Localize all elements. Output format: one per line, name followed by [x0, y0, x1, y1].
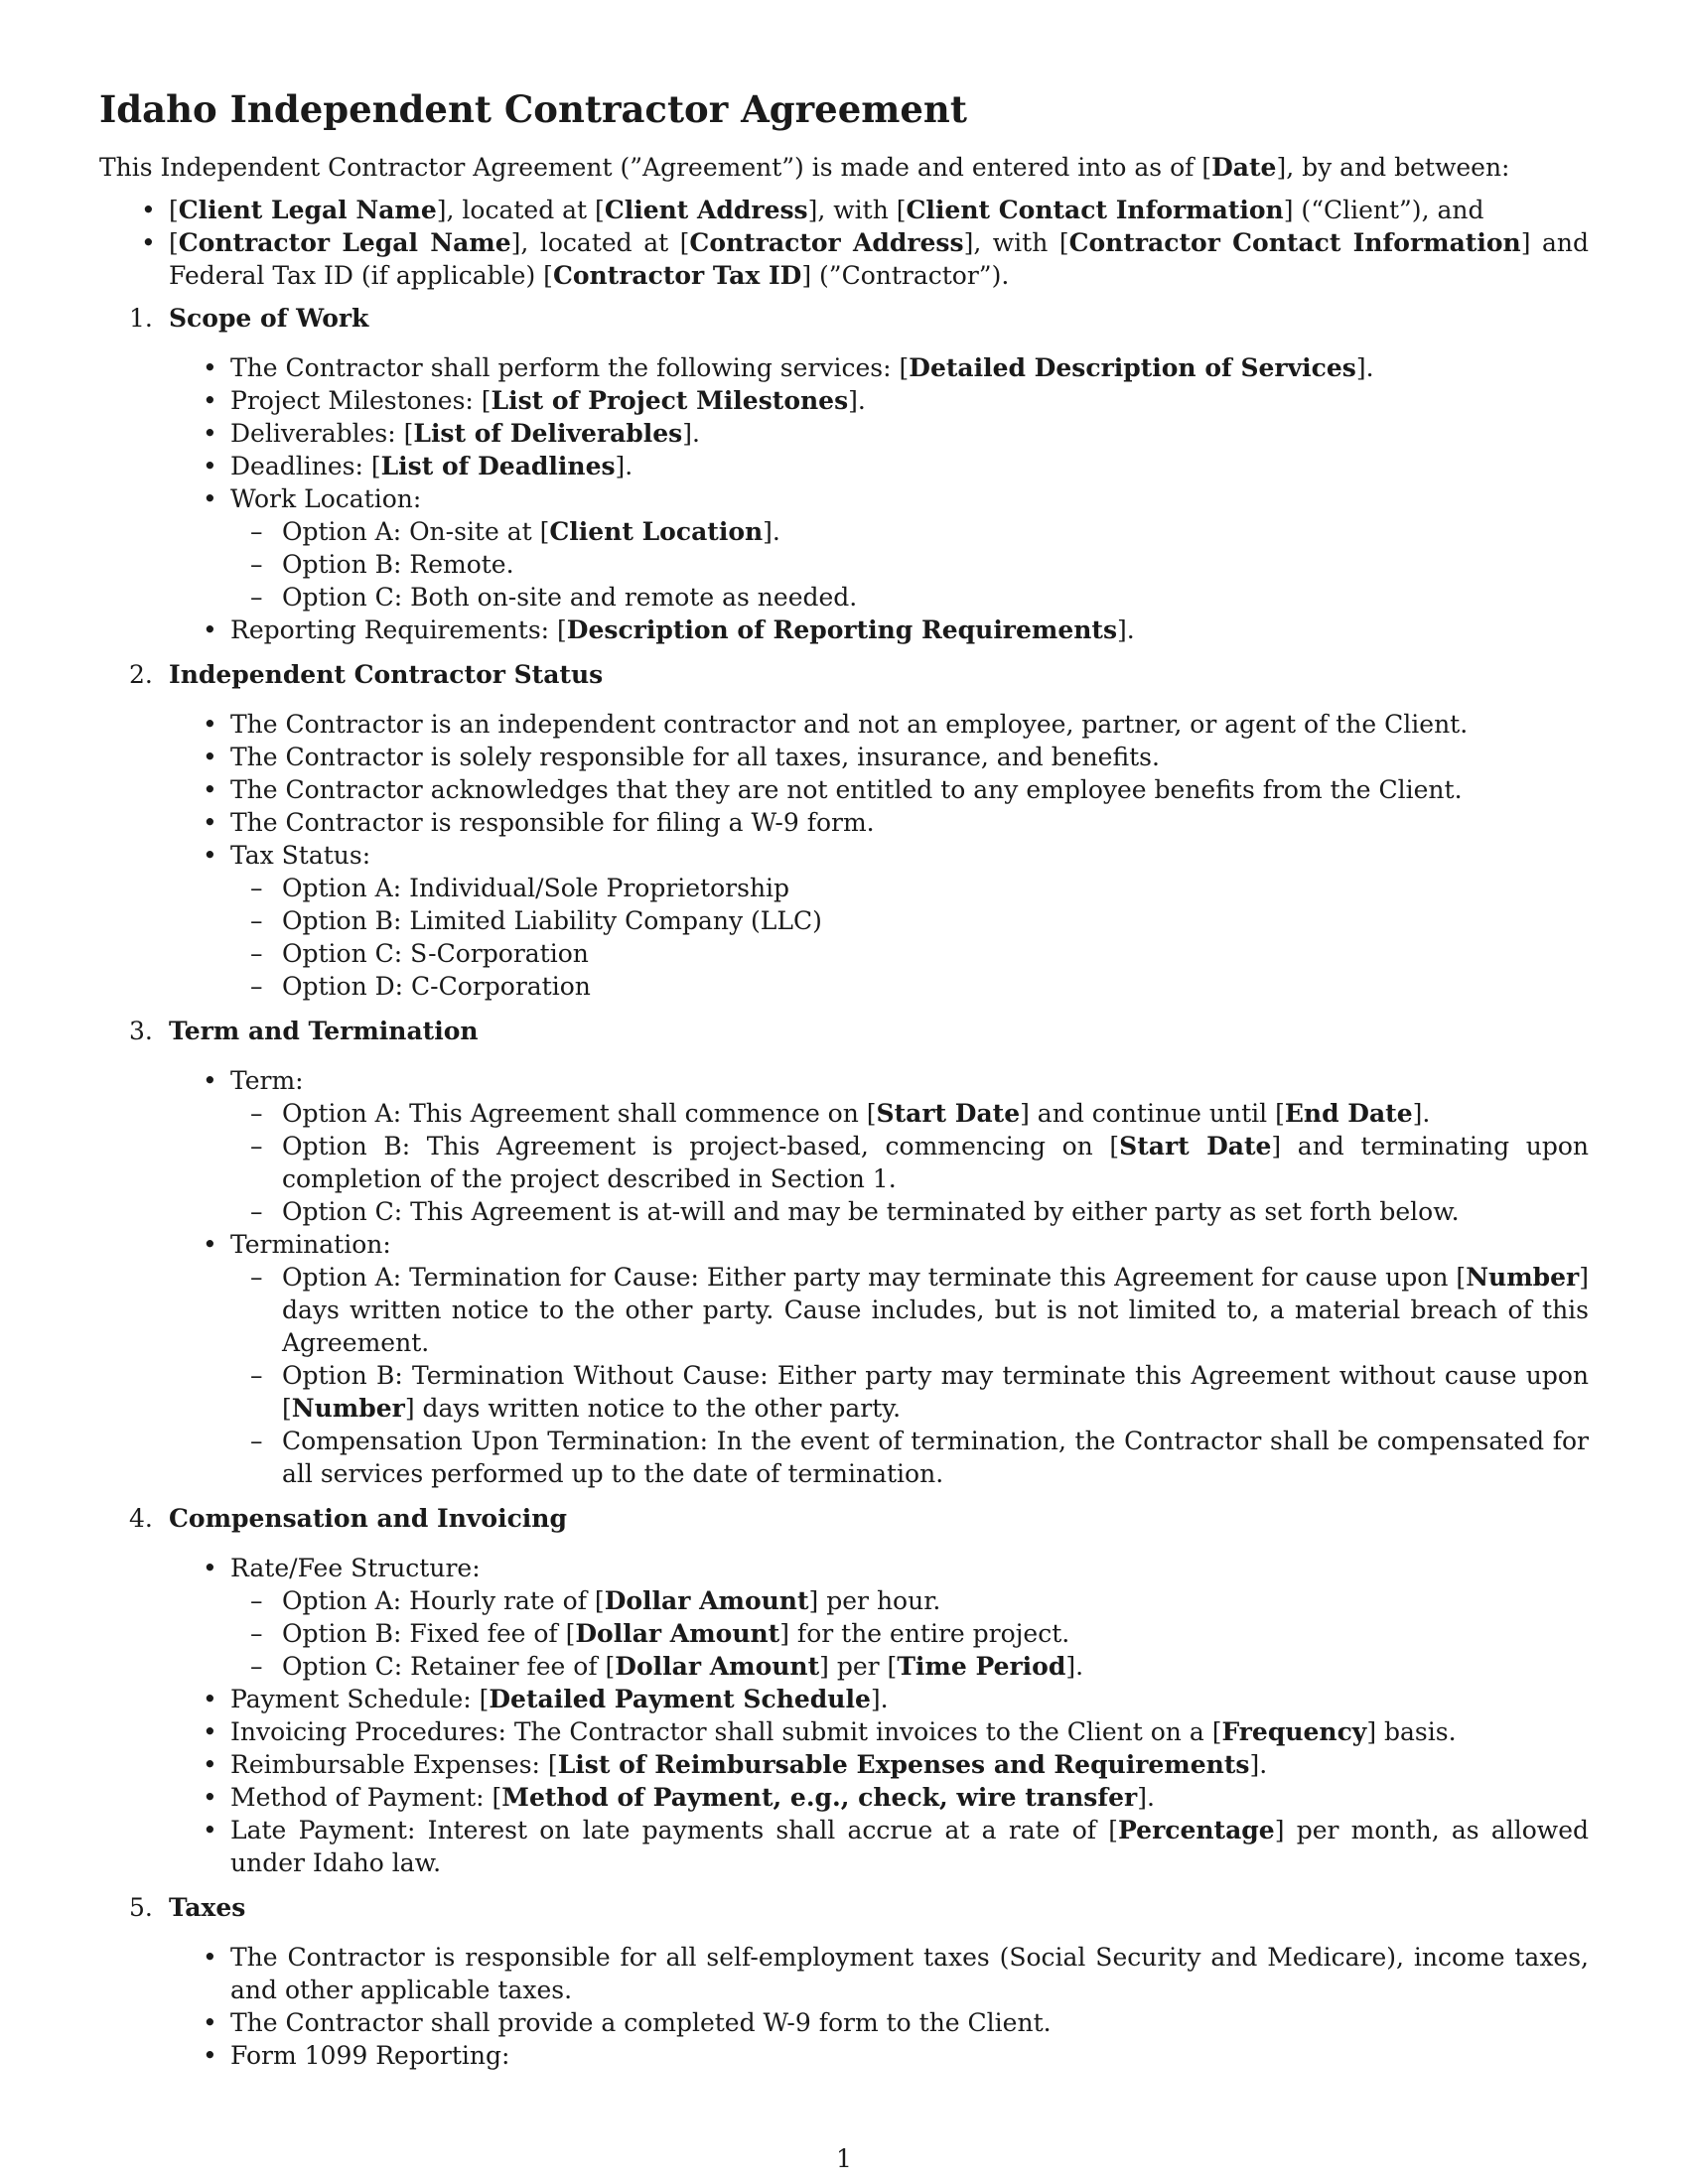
option-item: – Option C: Retainer fee of [Dollar Amount] per [Time Period]. — [230, 1650, 1589, 1683]
section-number: 4. — [129, 1504, 153, 1533]
placeholder-field: Client Location — [549, 517, 764, 546]
section-1 — [99, 302, 1589, 646]
list-item: • Form 1099 Reporting: — [169, 2039, 1589, 2072]
list-item: • Deliverables: [List of Deliverables]. — [169, 417, 1589, 450]
section-items — [169, 1064, 1589, 1490]
option-item: – Option D: C-Corporation — [230, 970, 1589, 1003]
placeholder-field: Detailed Description of Services — [909, 353, 1356, 382]
placeholder-field: Client Address — [604, 196, 808, 224]
option-item: – Option A: Individual/Sole Proprietorship — [230, 872, 1589, 904]
sections-list — [99, 302, 1589, 2072]
placeholder-field: List of Reimbursable Expenses and Requirements — [557, 1750, 1250, 1779]
list-item: • Invoicing Procedures: The Contractor shall submit invoices to the Client on a [Frequency] basis. — [169, 1715, 1589, 1748]
list-item: • Reporting Requirements: [Description of Reporting Requirements]. — [169, 614, 1589, 646]
section-title: Scope of Work — [169, 304, 369, 333]
list-item: • Termination: – Option A: Termination for Cause: Either party may terminate this Agreement for cause upon [Number] days written notice to the other party. Cause includes, but is not limited to, a material breach of this Agreement. – Option B: Termination Without Cause: Either party may terminate this Agreement without cause upon [Number] days written notice to the other party. – Compensation Upon Termination: In the event of termination, the Contractor shall be compensated for all services performed up to the date of termination. — [169, 1228, 1589, 1490]
option-item: – Option C: S-Corporation — [230, 937, 1589, 970]
section-title: Taxes — [169, 1893, 246, 1922]
list-item: • Reimbursable Expenses: [List of Reimbursable Expenses and Requirements]. — [169, 1748, 1589, 1781]
list-item: • The Contractor acknowledges that they are not entitled to any employee benefits from the Client. — [169, 773, 1589, 806]
party-contractor: • [Contractor Legal Name], located at [Contractor Address], with [Contractor Contact Information] and Federal Tax ID (if applicable) [Contractor Tax ID] (”Contractor”). — [99, 226, 1589, 292]
option-list — [230, 515, 1589, 614]
placeholder-field: Dollar Amount — [575, 1619, 780, 1648]
section-items — [169, 351, 1589, 646]
option-item: – Option A: This Agreement shall commence on [Start Date] and continue until [End Date]. — [230, 1097, 1589, 1130]
placeholder-field: Client Legal Name — [178, 196, 437, 224]
list-item: • The Contractor is responsible for all self-employment taxes (Social Security and Medicare), income taxes, and other applicable taxes. — [169, 1941, 1589, 2006]
placeholder-field: Start Date — [1119, 1132, 1272, 1160]
placeholder-field: Method of Payment, e.g., check, wire transfer — [501, 1783, 1138, 1812]
list-item: • Tax Status: – Option A: Individual/Sole Proprietorship – Option B: Limited Liability Company (LLC) – Option C: S-Corporation – Option D: C-Corporation — [169, 839, 1589, 1003]
option-item: – Option B: This Agreement is project-based, commencing on [Start Date] and terminating upon completion of the project described in Section 1. — [230, 1130, 1589, 1195]
list-item: • The Contractor shall provide a completed W-9 form to the Client. — [169, 2006, 1589, 2039]
placeholder-field: Frequency — [1221, 1717, 1367, 1746]
list-item: • Method of Payment: [Method of Payment, e.g., check, wire transfer]. — [169, 1781, 1589, 1814]
section-5 — [99, 1891, 1589, 2072]
placeholder-field: List of Deliverables — [413, 419, 683, 448]
option-item: – Option B: Limited Liability Company (LLC) — [230, 904, 1589, 937]
option-item: – Option C: Both on-site and remote as needed. — [230, 581, 1589, 614]
placeholder-field: Number — [1466, 1263, 1580, 1292]
list-item: • Payment Schedule: [Detailed Payment Schedule]. — [169, 1683, 1589, 1715]
placeholder-field: Contractor Address — [689, 228, 964, 257]
option-list — [230, 1584, 1589, 1683]
placeholder-field: Percentage — [1118, 1816, 1275, 1844]
placeholder-field: Time Period — [897, 1652, 1066, 1681]
list-item: • Rate/Fee Structure: – Option A: Hourly rate of [Dollar Amount] per hour. – Option B: Fixed fee of [Dollar Amount] for the entire project. – Option C: Retainer fee of [Dollar Amount] per [Time Period]. — [169, 1552, 1589, 1683]
list-item: • Deadlines: [List of Deadlines]. — [169, 450, 1589, 482]
option-list — [230, 1261, 1589, 1490]
document-page — [99, 85, 1589, 2084]
option-item: – Option B: Remote. — [230, 548, 1589, 581]
section-number: 5. — [129, 1893, 153, 1922]
option-list — [230, 1097, 1589, 1228]
list-item: • Late Payment: Interest on late payments shall accrue at a rate of [Percentage] per month, as allowed under Idaho law. — [169, 1814, 1589, 1879]
placeholder-field: Description of Reporting Requirements — [566, 615, 1118, 644]
section-items — [169, 708, 1589, 1003]
section-title: Term and Termination — [169, 1017, 479, 1045]
list-item: • Project Milestones: [List of Project Milestones]. — [169, 384, 1589, 417]
page-number: 1 — [836, 2144, 852, 2173]
parties-list — [99, 194, 1589, 292]
section-items — [169, 1941, 1589, 2072]
option-item: – Option C: This Agreement is at-will and may be terminated by either party as set forth below. — [230, 1195, 1589, 1228]
placeholder-field: Client Contact Information — [906, 196, 1284, 224]
section-2 — [99, 658, 1589, 1003]
placeholder-field: Start Date — [876, 1099, 1021, 1128]
placeholder-field: Date — [1211, 153, 1277, 182]
section-number: 3. — [129, 1017, 153, 1045]
list-item: • The Contractor is solely responsible for all taxes, insurance, and benefits. — [169, 741, 1589, 773]
placeholder-field: Contractor Legal Name — [178, 228, 511, 257]
intro-paragraph: This Independent Contractor Agreement (”Agreement”) is made and entered into as of [Date], by and between: — [99, 153, 1510, 182]
option-item: – Option B: Termination Without Cause: Either party may terminate this Agreement without cause upon [Number] days written notice to the other party. — [230, 1359, 1589, 1425]
list-item: • The Contractor is an independent contractor and not an employee, partner, or agent of the Client. — [169, 708, 1589, 741]
option-list — [230, 872, 1589, 1003]
section-4 — [99, 1502, 1589, 1879]
list-item: • Term: – Option A: This Agreement shall commence on [Start Date] and continue until [End Date]. – Option B: This Agreement is project-based, commencing on [Start Date] and terminating upon completion of the project described in Section 1. – Option C: This Agreement is at-will and may be terminated by either party as set forth below. — [169, 1064, 1589, 1228]
placeholder-field: List of Deadlines — [380, 452, 616, 480]
placeholder-field: Contractor Tax ID — [552, 261, 802, 290]
option-item: – Option A: Termination for Cause: Either party may terminate this Agreement for cause upon [Number] days written notice to the other party. Cause includes, but is not limited to, a material breach of this Agreement. — [230, 1261, 1589, 1359]
placeholder-field: Number — [291, 1394, 405, 1423]
placeholder-field: Contractor Contact Information — [1068, 228, 1521, 257]
section-title: Compensation and Invoicing — [169, 1504, 567, 1533]
section-items — [169, 1552, 1589, 1879]
option-item: – Option A: Hourly rate of [Dollar Amount] per hour. — [230, 1584, 1589, 1617]
section-number: 2. — [129, 660, 153, 689]
list-item: • Work Location: – Option A: On-site at [Client Location]. – Option B: Remote. – Option C: Both on-site and remote as needed. — [169, 482, 1589, 614]
placeholder-field: Dollar Amount — [615, 1652, 820, 1681]
option-item: – Option B: Fixed fee of [Dollar Amount] for the entire project. — [230, 1617, 1589, 1650]
placeholder-field: Detailed Payment Schedule — [489, 1685, 871, 1713]
placeholder-field: List of Project Milestones — [491, 386, 849, 415]
placeholder-field: Dollar Amount — [604, 1586, 809, 1615]
option-item: – Compensation Upon Termination: In the event of termination, the Contractor shall be compensated for all services performed up to the date of termination. — [230, 1425, 1589, 1490]
document-title: Idaho Independent Contractor Agreement — [99, 87, 967, 131]
option-item: – Option A: On-site at [Client Location]. — [230, 515, 1589, 548]
section-title: Independent Contractor Status — [169, 660, 604, 689]
section-number: 1. — [129, 304, 153, 333]
placeholder-field: End Date — [1284, 1099, 1413, 1128]
party-client: • [Client Legal Name], located at [Client Address], with [Client Contact Information] (“Client”), and — [99, 194, 1589, 226]
list-item: • The Contractor is responsible for filing a W-9 form. — [169, 806, 1589, 839]
list-item: • The Contractor shall perform the following services: [Detailed Description of Services]. — [169, 351, 1589, 384]
section-3 — [99, 1015, 1589, 1490]
